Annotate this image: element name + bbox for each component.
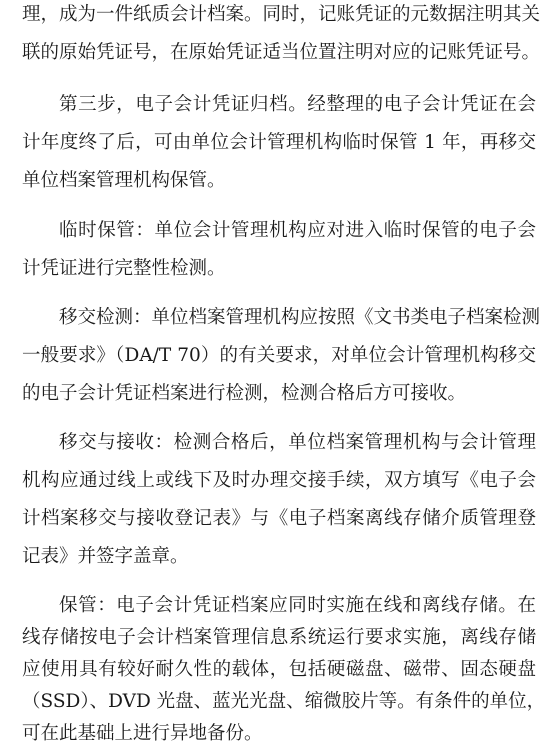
text-line: 移交与接收：检测合格后，单位档案管理机构与会计管理 [59,432,536,453]
text-line: 单位档案管理机构保管。 [22,170,226,191]
text-line: 计年度终了后，可由单位会计管理机构临时保管 1 年，再移交 [22,132,536,153]
text-line: 记表》并签字盖章。 [22,546,189,567]
text-line: 移交检测：单位档案管理机构应按照《文书类电子档案检测 [59,307,541,328]
text-line: 一般要求》（DA/T 70）的有关要求，对单位会计管理机构移交 [22,345,536,366]
text-line: 计档案移交与接收登记表》与《电子档案离线存储介质管理登 [22,508,536,529]
text-line: 联的原始凭证号，在原始凭证适当位置注明对应的记账凭证号。 [22,42,541,63]
text-line: 保管：电子会计凭证档案应同时实施在线和离线存储。在 [59,595,536,616]
text-line: 可在此基础上进行异地备份。 [22,723,263,744]
text-line: 理，成为一件纸质会计档案。同时，记账凭证的元数据注明其关 [22,4,541,25]
text-line: 的电子会计凭证档案进行检测，检测合格后方可接收。 [22,383,467,404]
text-line: 第三步，电子会计凭证归档。经整理的电子会计凭证在会 [59,94,536,115]
text-line: （SSD）、DVD 光盘、蓝光光盘、缩微胶片等。有条件的单位， [22,691,546,712]
text-line: 计凭证进行完整性检测。 [22,258,226,279]
text-line: 应使用具有较好耐久性的载体，包括硬磁盘、磁带、固态硬盘 [22,659,536,680]
text-line: 临时保管：单位会计管理机构应对进入临时保管的电子会 [59,220,536,241]
text-line: 线存储按电子会计档案管理信息系统运行要求实施，离线存储 [22,627,536,648]
text-line: 机构应通过线上或线下及时办理交接手续，双方填写《电子会 [22,470,536,491]
